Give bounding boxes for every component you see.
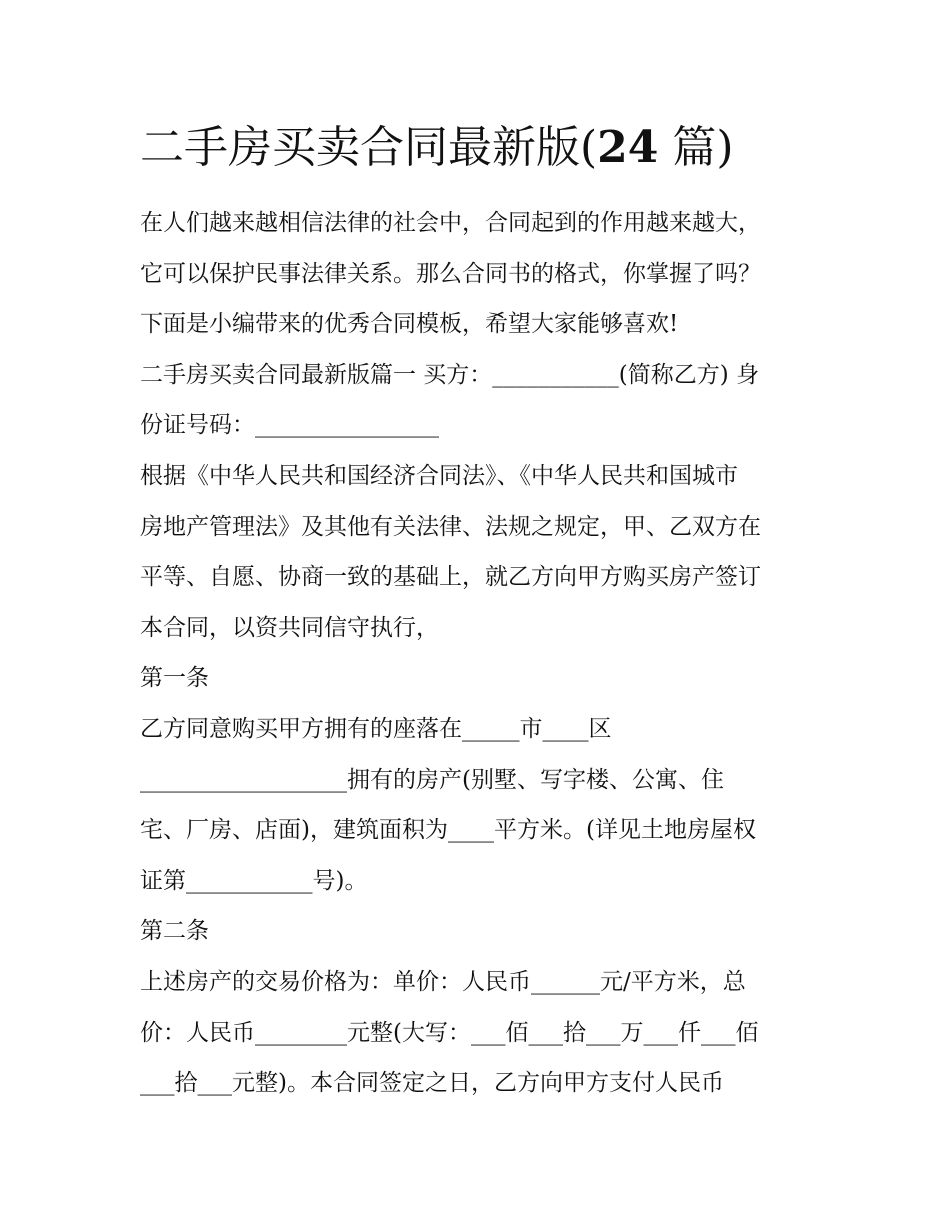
body-line: 份证号码：________________ [140,412,439,439]
title-count: 24 [597,122,659,173]
document-title [140,118,820,178]
article-heading: 第一条 [140,665,209,692]
body-line: 下面是小编带来的优秀合同模板，希望大家能够喜欢! [140,311,679,338]
document-body [140,198,820,1109]
title-suffix: 篇) [658,122,734,173]
body-line: 房地产管理法》及其他有关法律、法规之规定，甲、乙双方在 [140,513,761,540]
body-line: 上述房产的交易价格为：单价：人民币______元/平方米，总 [140,968,746,995]
body-line: __________________拥有的房产(别墅、写字楼、公寓、住 [140,766,724,793]
body-line: 二手房买卖合同最新版篇一 买方：___________(简称乙方) 身 [140,361,760,388]
body-line: 平等、自愿、协商一致的基础上，就乙方向甲方购买房产签订 [140,564,761,591]
body-line: 价：人民币________元整(大写：___佰___拾___万___仟___佰 [140,1019,759,1046]
body-line: ___拾___元整)。本合同签定之日，乙方向甲方支付人民币 [140,1070,724,1097]
body-line: 在人们越来越相信法律的社会中，合同起到的作用越来越大， [140,210,761,236]
body-line: 根据《中华人民共和国经济合同法》、《中华人民共和国城市 [140,462,738,489]
title-text: 二手房买卖合同最新版( [140,122,598,173]
body-line: 证第___________号)。 [140,867,368,894]
body-line: 乙方同意购买甲方拥有的座落在_____市____区 [140,715,612,742]
body-line: 它可以保护民事法律关系。那么合同书的格式，你掌握了吗？ [140,260,761,287]
body-line: 本合同，以资共同信守执行， [140,614,439,641]
article-heading: 第二条 [140,918,209,945]
body-line: 宅、厂房、店面)，建筑面积为____平方米。(详见土地房屋权 [140,817,756,844]
